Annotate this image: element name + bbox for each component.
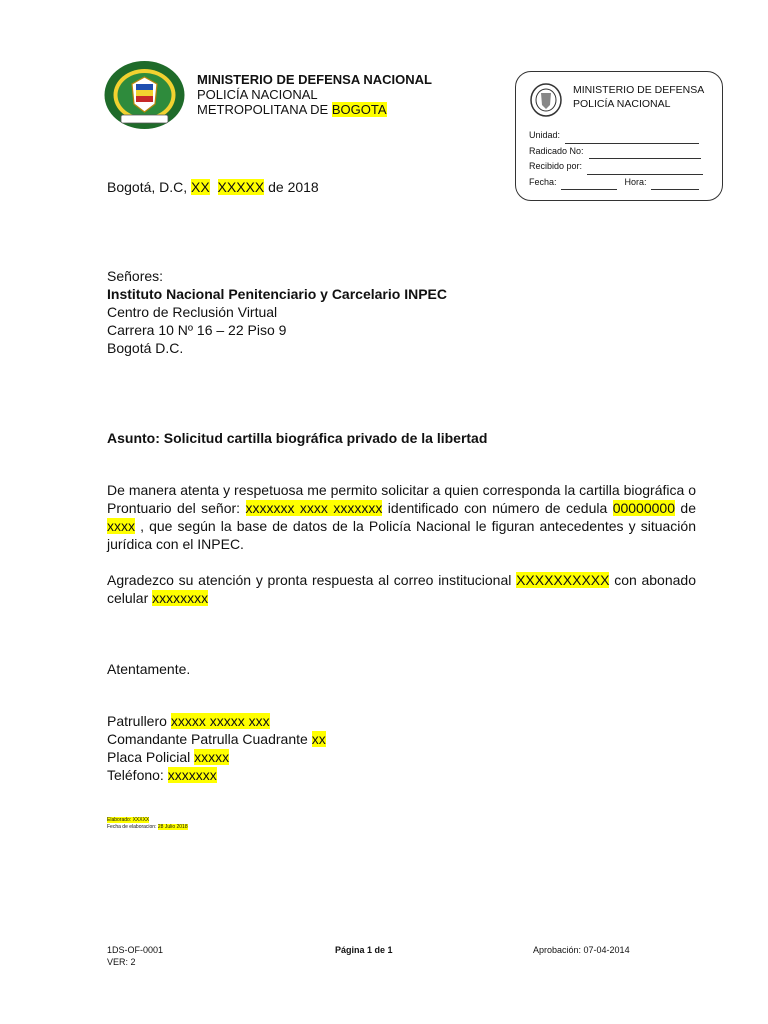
stamp-label-radicado: Radicado No: — [529, 145, 584, 156]
letterhead — [197, 72, 432, 117]
sig-value-rank: xxxxx xxxxx xxx — [170, 713, 270, 729]
metropolitan-title — [197, 102, 432, 117]
date-month: XXXXX — [217, 179, 265, 195]
person-name-placeholder: xxxxxxx xxxx xxxxxxx — [245, 500, 383, 516]
letter-date — [107, 178, 319, 196]
city-highlight: BOGOTA — [331, 102, 387, 117]
stamp-field-radicado — [529, 144, 719, 160]
institution-name: Instituto Nacional Penitenciario y Carcelario INPEC — [107, 286, 447, 302]
metropolitan-prefix: METROPOLITANA DE — [197, 102, 332, 117]
blank-line — [565, 133, 699, 144]
stamp-field-recibido — [529, 159, 719, 175]
document-code: 1DS-OF-0001 — [107, 945, 164, 955]
ministry-title: MINISTERIO DE DEFENSA NACIONAL — [197, 72, 432, 87]
blank-line — [587, 164, 703, 175]
national-seal-icon — [529, 82, 563, 118]
footer-approval: Aprobación: 07-04-2014 — [533, 945, 630, 955]
blank-line — [589, 148, 701, 159]
sig-label-commander: Comandante Patrulla Cuadrante — [107, 731, 312, 747]
signature-block — [107, 712, 326, 784]
cedula-placeholder: 00000000 — [612, 500, 675, 516]
sig-value-plate: xxxxx — [194, 749, 230, 765]
email-placeholder: XXXXXXXXXX — [516, 572, 610, 588]
elaboration-date-label: Fecha de elaboracion: — [107, 824, 158, 830]
police-emblem-icon — [103, 60, 186, 130]
date-suffix: de 2018 — [264, 179, 319, 195]
blank-line — [561, 179, 617, 190]
subject-line: Asunto: Solicitud cartilla biográfica privado de la libertad — [107, 430, 488, 446]
elaboration-date-value: 28 Julio 2018 — [157, 824, 188, 830]
recipient-address — [107, 267, 447, 357]
address-line-1: Centro de Reclusión Virtual — [107, 304, 278, 320]
p2-text-1: Agradezco su atención y pronta respuesta al correo institucional — [107, 572, 517, 588]
body-paragraph-2 — [107, 571, 696, 607]
stamp-label-hora: Hora: — [624, 176, 647, 187]
stamp-field-fecha-hora — [529, 175, 719, 191]
sig-label-rank: Patrullero — [107, 713, 171, 729]
signature-line-plate — [107, 748, 326, 766]
p1-text-3: de — [674, 500, 696, 516]
stamp-title-ministry: MINISTERIO DE DEFENSA — [573, 84, 705, 96]
p1-text-1: De manera atenta y respetuosa me permito solicitar a quien corresponda la cartilla biográfica o Prontuario del señor: — [107, 482, 696, 516]
stamp-header — [573, 83, 704, 111]
sig-value-commander: xx — [311, 731, 326, 747]
closing: Atentamente. — [107, 661, 191, 677]
p1-text-4: , que según la base de datos de la Policía Nacional le figuran antecedentes y situación jurídica con el INPEC. — [107, 518, 696, 552]
phone-placeholder: xxxxxxxx — [152, 590, 209, 606]
date-prefix: Bogotá, D.C, — [107, 179, 192, 195]
stamp-field-unidad — [529, 128, 719, 144]
body-paragraph-1 — [107, 481, 696, 553]
document-version: VER: 2 — [107, 957, 136, 967]
address-line-2: Carrera 10 Nº 16 – 22 Piso 9 — [107, 322, 287, 338]
signature-line-commander — [107, 730, 326, 748]
stamp-fields — [529, 128, 719, 190]
salutation: Señores: — [107, 268, 164, 284]
p1-text-2: identificado con número de cedula — [382, 500, 613, 516]
footer-code — [107, 944, 163, 968]
elaboration-note — [107, 817, 188, 831]
elaborated-by: Elaborado: XXXXX — [107, 817, 150, 823]
stamp-title-police: POLICÍA NACIONAL — [573, 98, 671, 110]
stamp-label-fecha: Fecha: — [529, 176, 557, 187]
p2-text-2: con abonado celular — [107, 572, 696, 606]
reception-stamp — [515, 71, 723, 201]
footer-page-number: Página 1 de 1 — [335, 945, 393, 955]
police-title: POLICÍA NACIONAL — [197, 87, 318, 102]
signature-line-phone — [107, 766, 326, 784]
blank-line — [651, 179, 699, 190]
cedula-city-placeholder: xxxx — [107, 518, 135, 534]
signature-line-rank — [107, 712, 326, 730]
stamp-label-recibido: Recibido por: — [529, 161, 583, 171]
sig-label-plate: Placa Policial — [107, 749, 195, 765]
sig-label-phone: Teléfono: — [107, 767, 168, 783]
sig-value-phone: xxxxxxx — [167, 767, 217, 783]
date-day: XX — [191, 179, 210, 195]
address-line-3: Bogotá D.C. — [107, 340, 184, 356]
stamp-label-unidad: Unidad: — [529, 130, 561, 140]
